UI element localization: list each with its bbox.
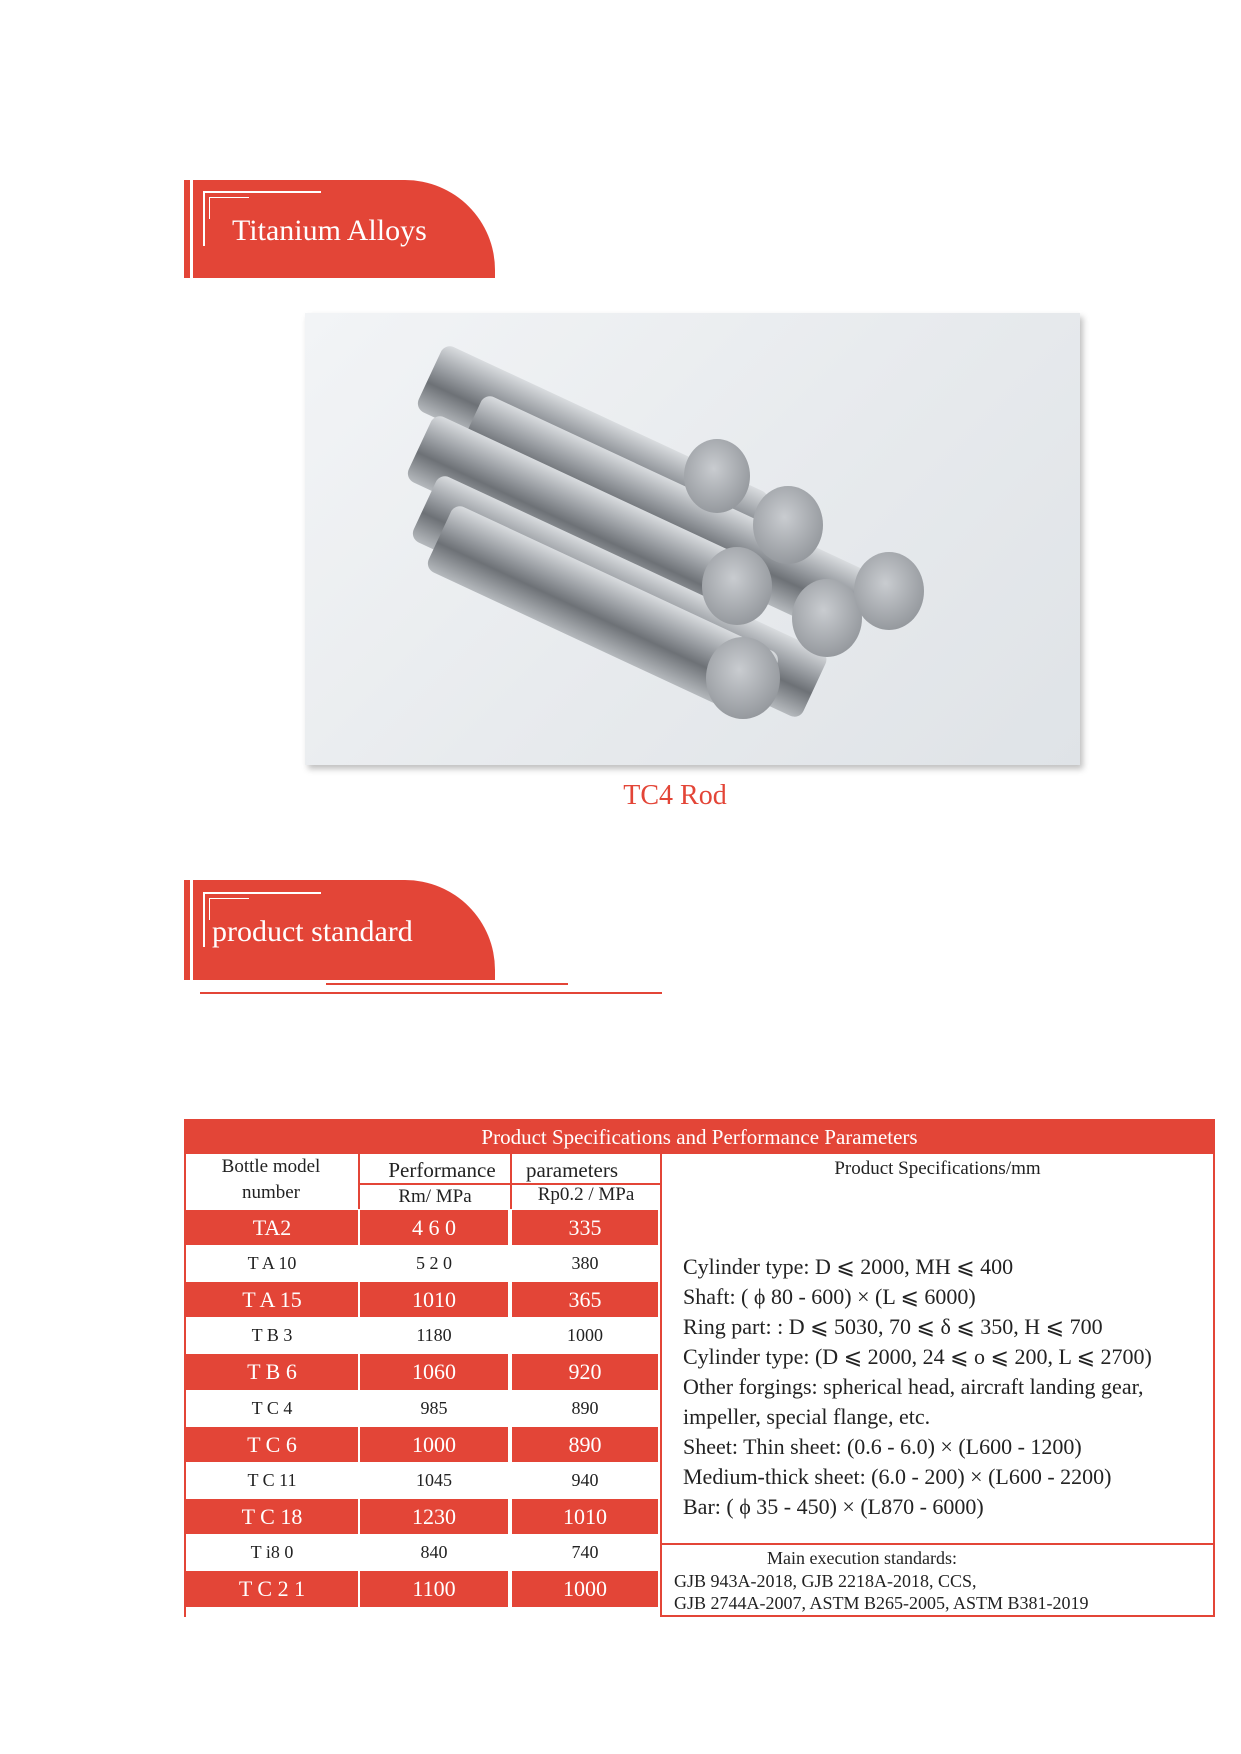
banner-accent-bar	[184, 180, 190, 278]
cell-rm: 1230	[360, 1499, 508, 1534]
photo-caption: TC4 Rod	[623, 780, 727, 811]
cell-rm: 1045	[360, 1464, 508, 1497]
cell-rm: 4 6 0	[360, 1210, 508, 1245]
cell-rm: 1100	[360, 1571, 508, 1607]
cell-rm: 1010	[360, 1282, 508, 1317]
cell-rp: 890	[512, 1427, 658, 1462]
spec-line: Other forgings: spherical head, aircraft landing gear,	[683, 1374, 1144, 1399]
spec-line: Shaft: ( ϕ 80 - 600) × (L ⩽ 6000)	[683, 1284, 976, 1309]
cell-rm: 1060	[360, 1354, 508, 1390]
banner-accent-bar	[184, 880, 190, 980]
standards-line: GJB 2744A-2007, ASTM B265-2005, ASTM B381-2019	[674, 1593, 1089, 1613]
cell-rp: 335	[512, 1210, 658, 1245]
col-header-performance: Performance	[388, 1157, 496, 1182]
cell-model: TA2	[186, 1210, 358, 1245]
cell-rm: 1000	[360, 1427, 508, 1462]
cell-rp: 365	[512, 1282, 658, 1317]
cell-model: T C 4	[186, 1392, 358, 1425]
cell-model: T B 3	[186, 1319, 358, 1352]
spec-line: Medium-thick sheet: (6.0 - 200) × (L600 - 2200)	[683, 1464, 1112, 1489]
spec-line: Bar: ( ϕ 35 - 450) × (L870 - 6000)	[683, 1494, 984, 1519]
cell-model: T C 2 1	[186, 1571, 358, 1607]
col-header-rm: Rm/ MPa	[398, 1186, 472, 1207]
col-header-rp: Rp0.2 / MPa	[537, 1184, 635, 1205]
spec-line: Cylinder type: (D ⩽ 2000, 24 ⩽ o ⩽ 200, L ⩽ 2700)	[683, 1344, 1152, 1369]
col-header-model-line1: Bottle model	[221, 1156, 321, 1177]
cell-rp: 1000	[512, 1319, 658, 1352]
table-divider	[660, 1543, 1215, 1545]
spec-line: Ring part: : D ⩽ 5030, 70 ⩽ δ ⩽ 350, H ⩽ 700	[683, 1314, 1103, 1339]
cell-rp: 890	[512, 1392, 658, 1425]
banner-corner-line	[209, 898, 210, 920]
cell-rm: 1180	[360, 1319, 508, 1352]
standards-line: GJB 943A-2018, GJB 2218A-2018, CCS,	[674, 1571, 977, 1591]
banner-corner-line	[203, 892, 205, 947]
cell-rm: 840	[360, 1536, 508, 1569]
banner-corner-line	[203, 191, 321, 193]
cell-model: T C 6	[186, 1427, 358, 1462]
spec-line: Sheet: Thin sheet: (0.6 - 6.0) × (L600 - 1200)	[683, 1434, 1082, 1459]
col-header-specifications: Product Specifications/mm	[834, 1158, 1041, 1179]
banner-underline	[326, 983, 568, 985]
banner-corner-line	[209, 197, 210, 219]
banner-underline	[200, 992, 662, 994]
banner-corner-line	[203, 892, 321, 894]
product-photo	[305, 313, 1080, 765]
cell-model: T C 18	[186, 1499, 358, 1534]
banner-corner-line	[209, 898, 249, 899]
cell-model: T C 11	[186, 1464, 358, 1497]
col-header-model-line2: number	[241, 1182, 301, 1203]
cell-model: T i8 0	[186, 1536, 358, 1569]
cell-rm: 5 2 0	[360, 1247, 508, 1280]
table-border	[660, 1615, 1215, 1617]
spec-table	[184, 1119, 1215, 1617]
titanium-rods-image	[305, 313, 1080, 765]
banner-corner-line	[209, 197, 249, 198]
cell-rp: 380	[512, 1247, 658, 1280]
cell-model: T A 15	[186, 1282, 358, 1317]
section-title: product standard	[212, 915, 413, 948]
table-border	[1213, 1154, 1215, 1617]
cell-rp: 1010	[512, 1499, 658, 1534]
col-header-parameters: parameters	[525, 1157, 619, 1182]
cell-rp: 740	[512, 1536, 658, 1569]
cell-rp: 920	[512, 1354, 658, 1390]
cell-model: T A 10	[186, 1247, 358, 1280]
cell-rm: 985	[360, 1392, 508, 1425]
cell-rp: 1000	[512, 1571, 658, 1607]
cell-rp: 940	[512, 1464, 658, 1497]
cell-model: T B 6	[186, 1354, 358, 1390]
spec-line: impeller, special flange, etc.	[683, 1404, 931, 1429]
spec-line: Cylinder type: D ⩽ 2000, MH ⩽ 400	[683, 1254, 1014, 1279]
standards-title: Main execution standards:	[767, 1547, 957, 1568]
table-title: Product Specifications and Performance Parameters	[184, 1119, 1215, 1154]
spec-list	[683, 1252, 1208, 1532]
section-title: Titanium Alloys	[232, 214, 427, 247]
banner-corner-line	[203, 191, 205, 246]
